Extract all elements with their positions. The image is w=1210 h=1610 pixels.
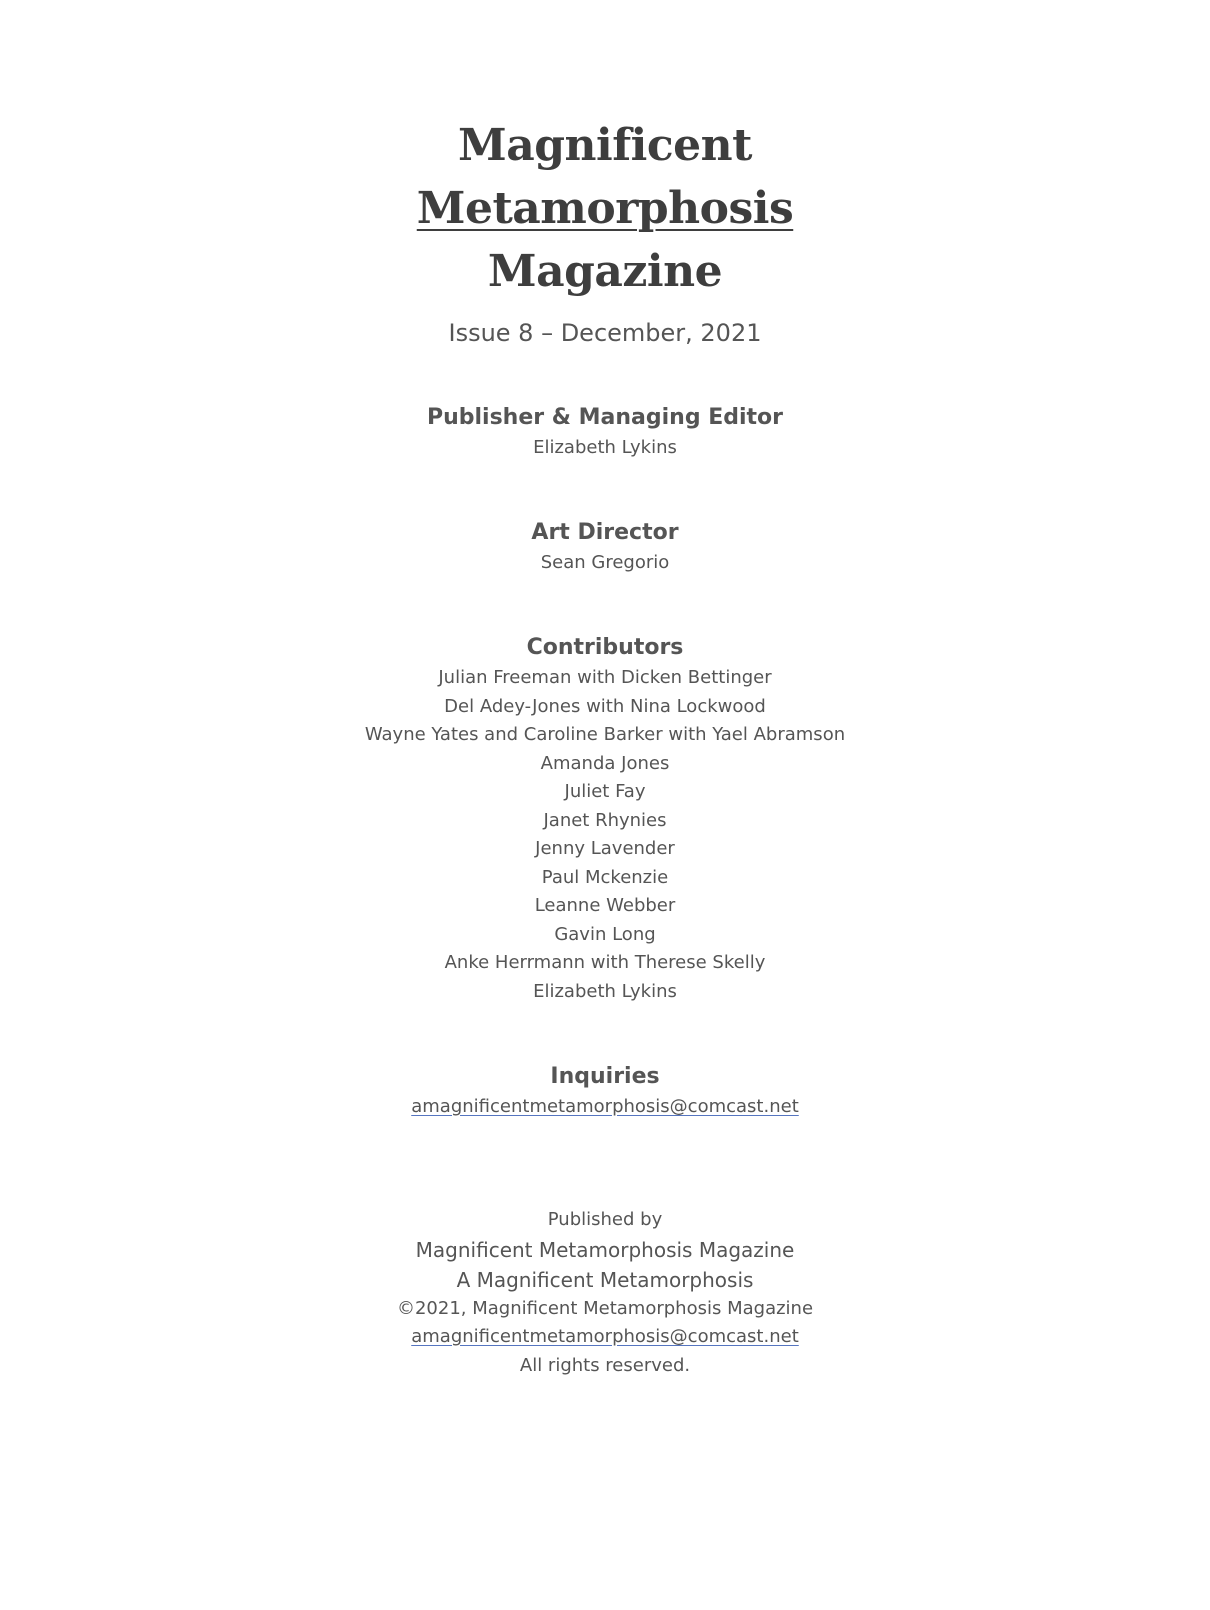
publisher-company-name: Magnificent Metamorphosis Magazine [415, 1237, 795, 1262]
art-director-name: Sean Gregorio [540, 552, 670, 573]
contributor-name: Gavin Long [554, 923, 656, 945]
publisher-heading: Publisher & Managing Editor [426, 405, 784, 430]
magazine-title-line-1: Magnificent [458, 120, 752, 171]
copyright-notice: ©2021, Magnificent Metamorphosis Magazine [396, 1297, 814, 1319]
contributor-name: Julian Freeman with Dicken Bettinger [438, 667, 772, 688]
contributor-name: Elizabeth Lykins [533, 980, 677, 1002]
publisher-name: Elizabeth Lykins [533, 437, 677, 458]
art-director-heading: Art Director [531, 520, 679, 545]
contributor-name: Paul Mckenzie [541, 866, 669, 888]
contributor-name: Jenny Lavender [535, 838, 675, 859]
contributor-name: Wayne Yates and Caroline Barker with Yael Abramson [364, 724, 846, 745]
published-by-label: Published by [547, 1209, 663, 1230]
footer-email-link[interactable]: amagnificentmetamorphosis@comcast.net [411, 1326, 799, 1347]
publisher-section [0, 402, 1210, 463]
publisher-tagline: A Magnificent Metamorphosis [456, 1267, 754, 1292]
contributor-name: Del Adey-Jones with Nina Lockwood [444, 695, 766, 717]
contributors-heading: Contributors [526, 635, 684, 660]
magazine-title-line-2 [0, 177, 1210, 241]
contributor-name: Amanda Jones [540, 752, 670, 774]
magazine-title-line-2-text: Metamorphosis [416, 183, 794, 234]
contributor-name: Leanne Webber [534, 895, 676, 916]
inquiries-section [0, 1061, 1210, 1122]
contributor-name: Juliet Fay [564, 781, 646, 802]
art-director-section [0, 517, 1210, 578]
issue-info: Issue 8 – December, 2021 [448, 319, 762, 347]
contributor-name: Janet Rhynies [543, 809, 667, 831]
publication-footer [0, 1206, 1210, 1380]
contributors-section [0, 632, 1210, 1006]
inquiries-email-link[interactable]: amagnificentmetamorphosis@comcast.net [411, 1096, 799, 1117]
rights-notice: All rights reserved. [519, 1354, 691, 1376]
magazine-title-line-3: Magazine [487, 246, 723, 297]
contributor-name: Anke Herrmann with Therese Skelly [444, 952, 766, 973]
inquiries-heading: Inquiries [550, 1064, 660, 1089]
